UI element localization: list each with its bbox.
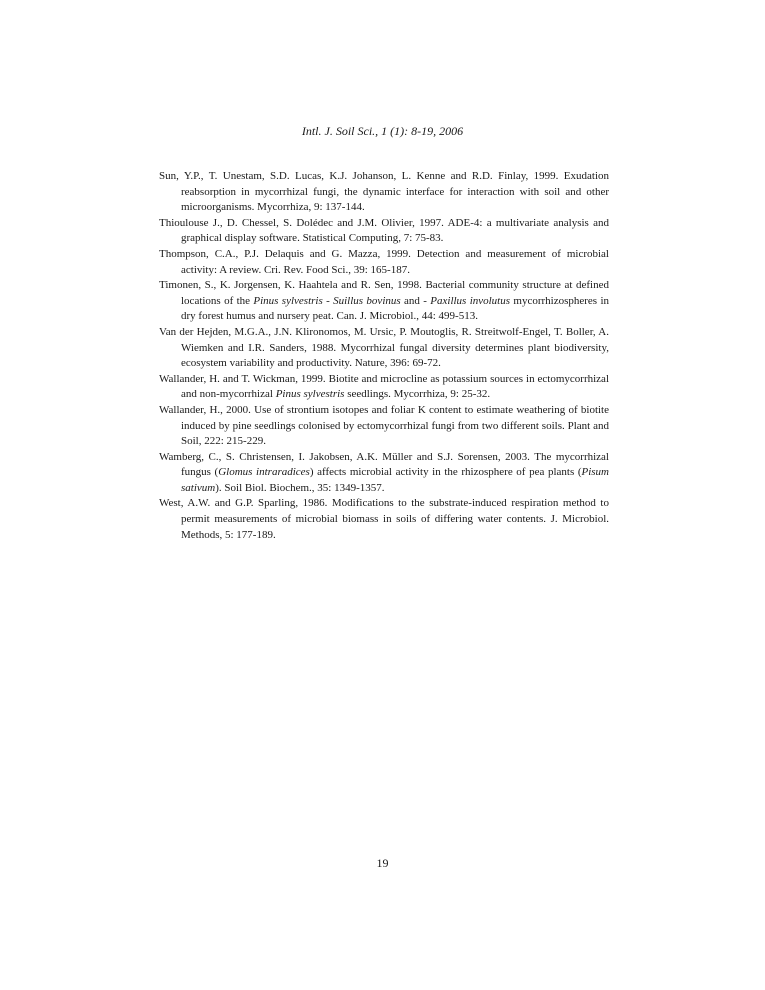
reference-text: Van der Hejden, M.G.A., J.N. Klironomos, M. Ursic, P. Moutoglis, R. Streitwolf-Engel, T. Boller, A. Wiemken and I.R. Sanders, 1988. Mycorrhizal fungal diversity determines plant biodiversity, ecosystem variability and productivity. Nature, 396: 69-72. — [159, 325, 609, 370]
reference-entry — [159, 325, 609, 372]
reference-entry — [159, 372, 609, 403]
running-header: Intl. J. Soil Sci., 1 (1): 8-19, 2006 — [301, 124, 464, 138]
reference-text: Wallander, H., 2000. Use of strontium isotopes and foliar K content to estimate weathering of biotite induced by pine seedlings colonised by ectomycorrhizal fungi from two different soils. Plant and Soil, 222: 215-229. — [159, 403, 609, 448]
reference-text: Wamberg, C., S. Christensen, I. Jakobsen, A.K. Müller and S.J. Sorensen, 2003. The mycorrhizal fungus ( — [159, 450, 609, 479]
reference-entry — [159, 496, 609, 543]
reference-list — [159, 169, 609, 543]
reference-entry — [159, 403, 609, 450]
reference-text: ) affects microbial activity in the rhizosphere of pea plants ( — [309, 466, 582, 479]
reference-text: Thioulouse J., D. Chessel, S. Dolédec and J.M. Olivier, 1997. ADE-4: a multivariate analysis and graphical display software. Statistical Computing, 7: 75-83. — [159, 216, 609, 245]
reference-text: mycorrhizospheres in dry forest humus and nursery peat. Can. J. Microbiol., 44: 499-513. — [181, 294, 609, 323]
reference-text: Wallander, H. and T. Wickman, 1999. Biotite and microcline as potassium sources in ectomycorrhizal and non-mycorrhizal — [159, 372, 609, 401]
reference-entry — [159, 278, 609, 325]
italic-species-name: Glomus intraradices — [218, 466, 310, 479]
reference-text: Thompson, C.A., P.J. Delaquis and G. Mazza, 1999. Detection and measurement of microbial activity: A review. Cri. Rev. Food Sci., 39: 165-187. — [159, 247, 609, 276]
page-number: 19 — [376, 856, 389, 870]
reference-entry — [159, 247, 609, 278]
reference-text: West, A.W. and G.P. Sparling, 1986. Modifications to the substrate-induced respiration method to permit measurements of microbial biomass in soils of differing water contents. J. Microbiol. Methods, 5: 177-189. — [159, 497, 609, 541]
italic-species-name: Paxillus involutus — [430, 294, 511, 307]
reference-entry — [159, 216, 609, 247]
reference-text: ). Soil Biol. Biochem., 35: 1349-1357. — [215, 481, 385, 494]
reference-text: and - — [400, 294, 431, 307]
reference-text: Timonen, S., K. Jorgensen, K. Haahtela and R. Sen, 1998. Bacterial community structure at defined locations of the — [159, 279, 609, 307]
reference-entry — [159, 169, 609, 216]
reference-entry — [159, 450, 609, 497]
italic-species-name: Pinus sylvestris - Suillus bovinus — [253, 294, 401, 307]
italic-species-name: Pinus sylvestris — [275, 388, 345, 401]
reference-text: seedlings. Mycorrhiza, 9: 25-32. — [344, 388, 491, 401]
reference-text: Sun, Y.P., T. Unestam, S.D. Lucas, K.J. Johanson, L. Kenne and R.D. Finlay, 1999. Exudation reabsorption in mycorrhizal fungi, the dynamic interface for interaction with soil and other microorganisms. Mycorrhiza, 9: 137-144. — [159, 170, 609, 214]
italic-species-name: Pisum sativum — [181, 466, 609, 494]
